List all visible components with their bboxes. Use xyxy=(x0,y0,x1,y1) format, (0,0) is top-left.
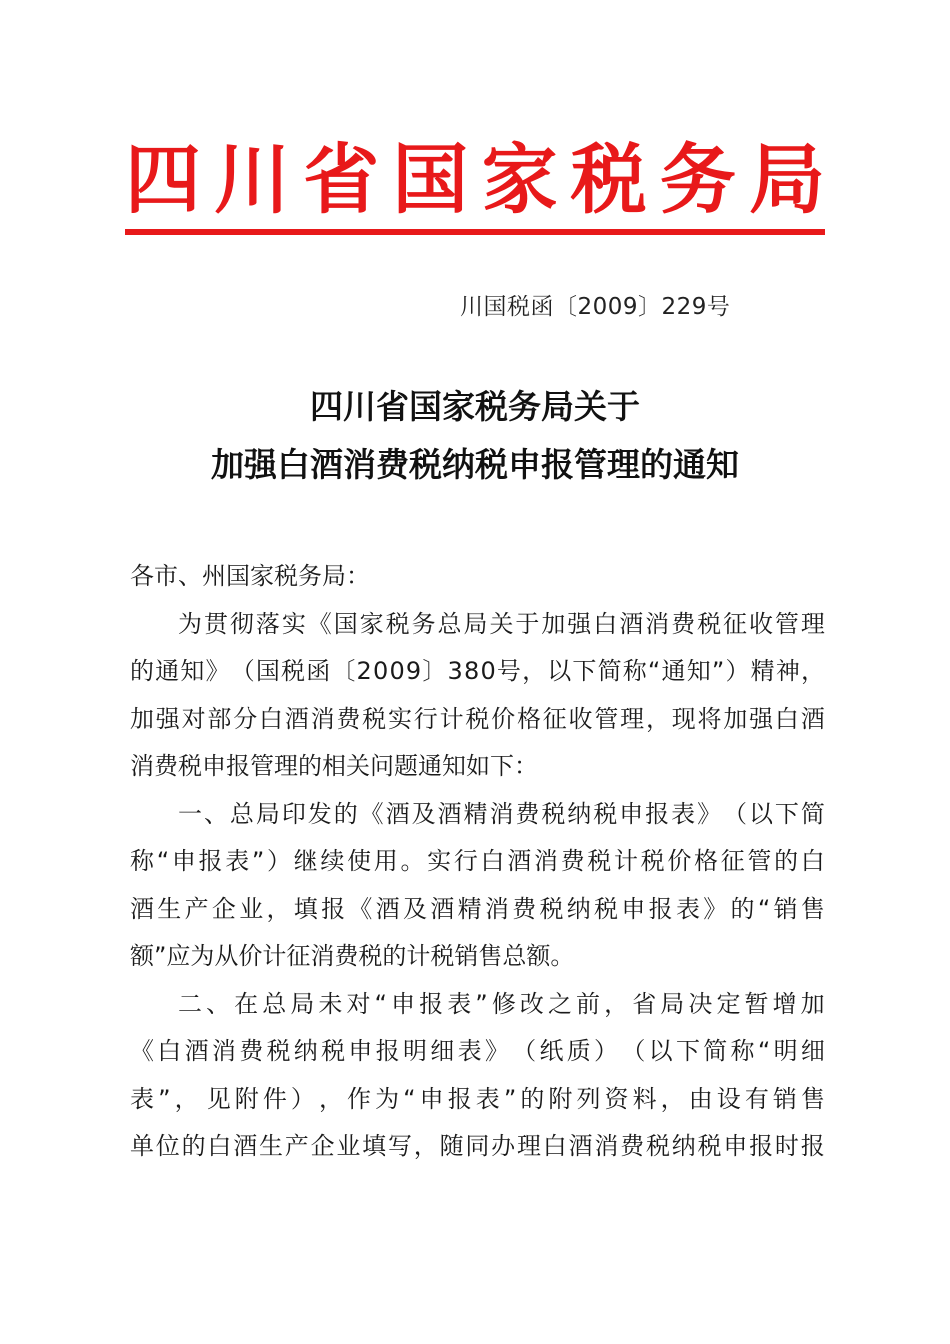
body-line: 表 ” ， 见 附 件 ） ， 作 为 “ 申 报 表 ” 的 附 列 资 料 ， 由 设 有 销 售 xyxy=(130,1084,825,1113)
document-title-line-1: 四川省国家税务局关于 xyxy=(310,387,640,426)
letterhead-divider xyxy=(125,229,825,235)
body-line: 一 、 总 局 印 发 的 《 酒 及 酒 精 消 费 税 纳 税 申 报 表 》 （ 以 下 简 xyxy=(178,799,825,828)
letterhead-char: 务 xyxy=(659,135,736,224)
body-line: 为 贯 彻 落 实 《 国 家 税 务 总 局 关 于 加 强 白 酒 消 费 税 征 收 管 理 xyxy=(178,609,825,638)
body-line: 的 通 知 》 （ 国 税 函 〔 2 0 0 9 〕 3 8 0 号 ， 以 下 简 称 “ 通 知 ” ） 精 神 ， xyxy=(130,657,825,685)
body-line: 酒 生 产 企 业 ， 填 报 《 酒 及 酒 精 消 费 税 纳 税 申 报 表 》 的 “ 销 售 xyxy=(130,894,825,923)
body-line: 二 、 在 总 局 未 对 “ 申 报 表 ” 修 改 之 前 ， 省 局 决 定 暂 增 加 xyxy=(178,989,825,1018)
document-number: 川国税函〔2009〕229号 xyxy=(460,294,731,320)
body-line: 额”应为从价计征消费税的计税销售总额。 xyxy=(130,942,575,970)
body-line: 称 “ 申 报 表 ” ） 继 续 使 用 。 实 行 白 酒 消 费 税 计 税 价 格 征 管 的 白 xyxy=(130,847,825,875)
letterhead-char: 省 xyxy=(303,135,380,224)
body-line: 《 白 酒 消 费 税 纳 税 申 报 明 细 表 》 （ 纸 质 ） （ 以 下 简 称 “ 明 细 xyxy=(130,1037,825,1065)
letterhead-char: 川 xyxy=(214,135,291,224)
letterhead-char: 局 xyxy=(748,135,825,224)
body-line: 加 强 对 部 分 白 酒 消 费 税 实 行 计 税 价 格 征 收 管 理 ， 现 将 加 强 白 酒 xyxy=(130,704,825,733)
letterhead-char: 国 xyxy=(392,135,469,224)
body-line: 消费税申报管理的相关问题通知如下： xyxy=(130,752,538,780)
letterhead-char: 家 xyxy=(481,135,558,224)
document-title-line-2: 加强白酒消费税纳税申报管理的通知 xyxy=(211,445,739,484)
document-body xyxy=(130,553,825,1171)
letterhead-char: 税 xyxy=(570,135,647,224)
salutation: 各市、州国家税务局： xyxy=(130,562,370,590)
body-line: 单 位 的 白 酒 生 产 企 业 填 写 ， 随 同 办 理 白 酒 消 费 税 纳 税 申 报 时 报 xyxy=(130,1132,825,1160)
letterhead-char: 四 xyxy=(125,135,201,224)
org-letterhead xyxy=(125,130,825,230)
